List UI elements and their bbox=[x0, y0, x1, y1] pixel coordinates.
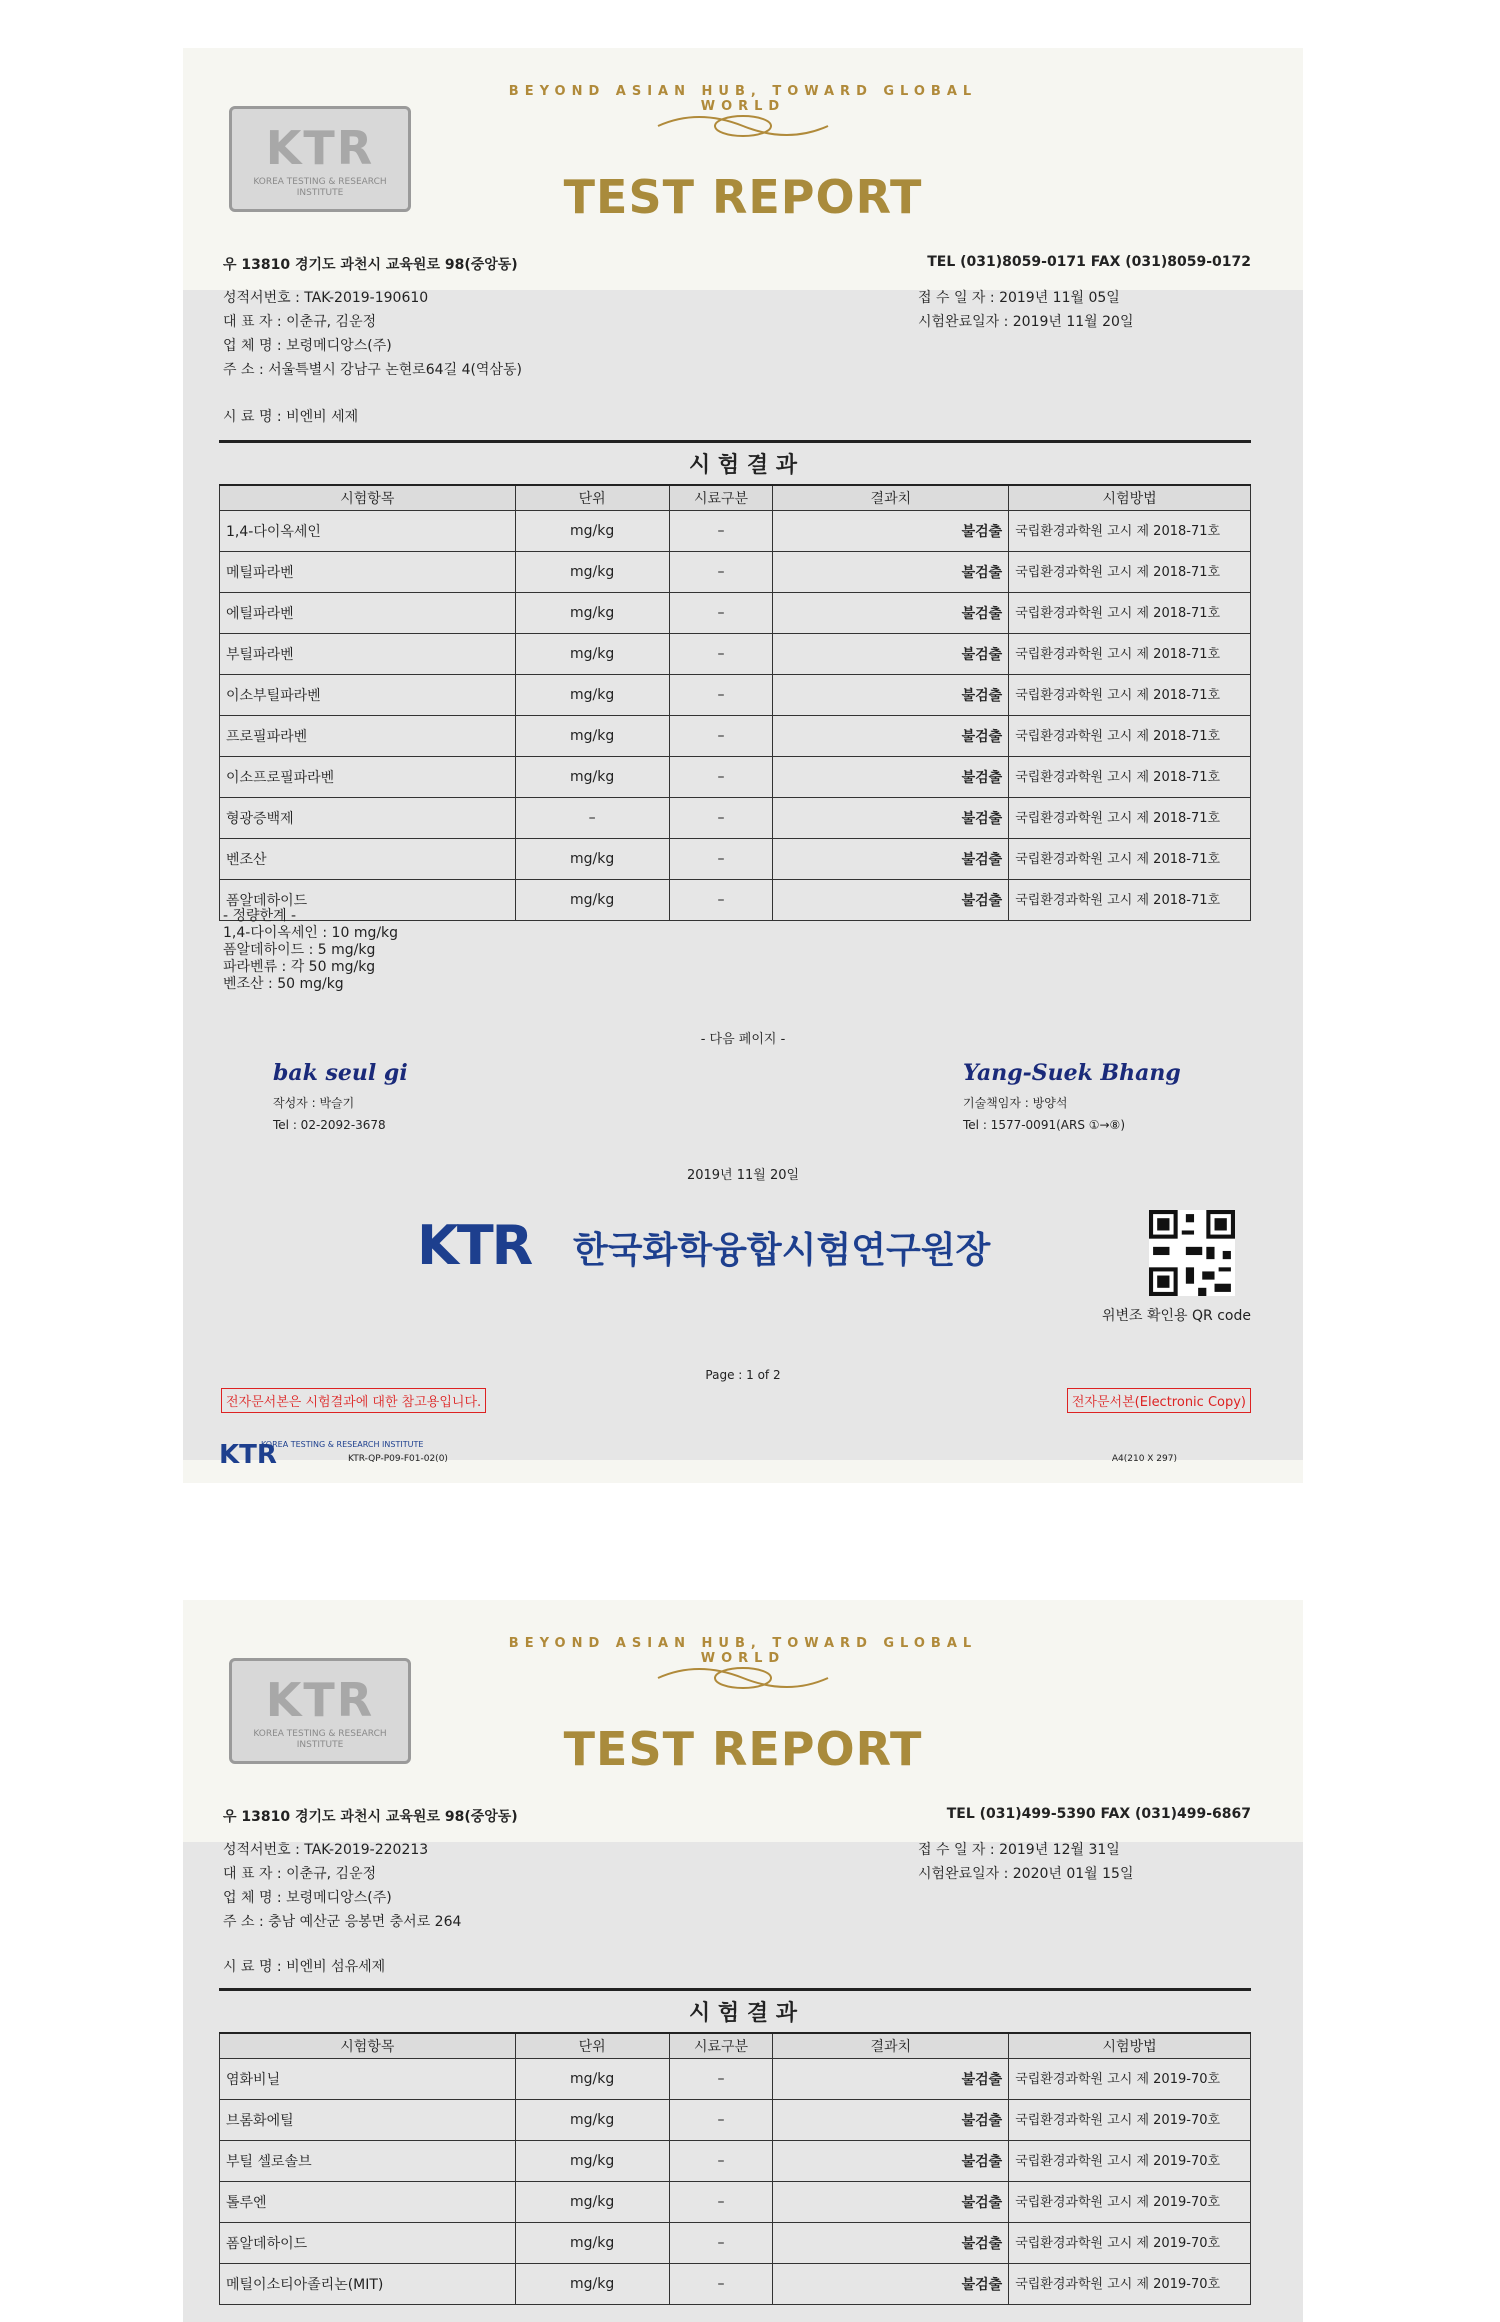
method: 국립환경과학원 고시 제 2018-71호 bbox=[1009, 634, 1251, 675]
table-row bbox=[220, 675, 1251, 716]
method: 국립환경과학원 고시 제 2019-70호 bbox=[1009, 2223, 1251, 2264]
result: 불검출 bbox=[773, 839, 1009, 880]
result: 불검출 bbox=[773, 2141, 1009, 2182]
manager-signature: Yang-Suek Bhang bbox=[963, 1060, 1181, 1086]
electronic-copy-notice: 전자문서본(Electronic Copy) bbox=[1067, 1388, 1251, 1413]
sample-class: – bbox=[669, 634, 773, 675]
result: 불검출 bbox=[773, 511, 1009, 552]
unit: mg/kg bbox=[515, 2182, 669, 2223]
col-header: 시험방법 bbox=[1009, 2033, 1251, 2059]
sample-class: – bbox=[669, 716, 773, 757]
address: 우 13810 경기도 과천시 교육원로 98(중앙동) bbox=[223, 257, 518, 273]
test-item: 폼알데하이드 bbox=[220, 2223, 516, 2264]
completed-date: 시험완료일자 : 2019년 11월 20일 bbox=[918, 314, 1134, 330]
sample-class: – bbox=[669, 2264, 773, 2305]
result: 불검출 bbox=[773, 2100, 1009, 2141]
form-code: KTR-QP-P09-F01-02(0) bbox=[348, 1454, 448, 1464]
table-row bbox=[220, 593, 1251, 634]
test-item: 프로필파라벤 bbox=[220, 716, 516, 757]
test-item: 이소프로필파라벤 bbox=[220, 757, 516, 798]
reference-notice: 전자문서본은 시험결과에 대한 참고용입니다. bbox=[221, 1388, 486, 1413]
table-row bbox=[220, 757, 1251, 798]
col-header: 단위 bbox=[515, 2033, 669, 2059]
method: 국립환경과학원 고시 제 2019-70호 bbox=[1009, 2100, 1251, 2141]
table-row bbox=[220, 2141, 1251, 2182]
table-row bbox=[220, 798, 1251, 839]
issue-date: 2019년 11월 20일 bbox=[686, 1168, 800, 1183]
author-role: 작성자 : 박슬기 bbox=[273, 1096, 355, 1110]
col-header: 시험항목 bbox=[220, 485, 516, 511]
sample-class: – bbox=[669, 757, 773, 798]
results-table bbox=[219, 2032, 1251, 2305]
tel-fax: TEL (031)499-5390 FAX (031)499-6867 bbox=[946, 1806, 1251, 1822]
ornament-icon bbox=[653, 106, 833, 146]
unit: mg/kg bbox=[515, 880, 669, 921]
result: 불검출 bbox=[773, 552, 1009, 593]
quantitation-limits bbox=[223, 908, 398, 993]
ktr-watermark-logo: KTR KOREA TESTING & RESEARCH INSTITUTE bbox=[229, 106, 411, 212]
table-header bbox=[220, 485, 1251, 511]
test-item: 부틸파라벤 bbox=[220, 634, 516, 675]
footer-institute: KOREA TESTING & RESEARCH INSTITUTE bbox=[261, 1440, 424, 1449]
unit: mg/kg bbox=[515, 675, 669, 716]
limit-line: 폼알데하이드 : 5 mg/kg bbox=[223, 942, 376, 958]
slogan: BEYOND ASIAN HUB, TOWARD GLOBAL WORLD bbox=[508, 84, 978, 114]
representative: 대 표 자 : 이춘규, 김운정 bbox=[223, 314, 377, 330]
representative: 대 표 자 : 이춘규, 김운정 bbox=[223, 1866, 377, 1882]
col-header: 결과치 bbox=[773, 2033, 1009, 2059]
sample-class: – bbox=[669, 675, 773, 716]
test-item: 벤조산 bbox=[220, 839, 516, 880]
sample-name: 시 료 명 : 비엔비 세제 bbox=[223, 409, 359, 425]
address: 우 13810 경기도 과천시 교육원로 98(중앙동) bbox=[223, 1809, 518, 1825]
method: 국립환경과학원 고시 제 2019-70호 bbox=[1009, 2182, 1251, 2223]
received-date: 접 수 일 자 : 2019년 11월 05일 bbox=[918, 290, 1120, 306]
institute-name: 한국화학융합시험연구원장 bbox=[573, 1230, 991, 1271]
method: 국립환경과학원 고시 제 2018-71호 bbox=[1009, 593, 1251, 634]
qr-label: 위변조 확인용 QR code bbox=[1101, 1308, 1251, 1324]
unit: mg/kg bbox=[515, 634, 669, 675]
completed-date: 시험완료일자 : 2020년 01월 15일 bbox=[918, 1866, 1134, 1882]
footer-logo: KTR bbox=[219, 1440, 277, 1470]
unit: mg/kg bbox=[515, 2264, 669, 2305]
table-header bbox=[220, 2033, 1251, 2059]
table-row bbox=[220, 716, 1251, 757]
method: 국립환경과학원 고시 제 2018-71호 bbox=[1009, 716, 1251, 757]
result: 불검출 bbox=[773, 2182, 1009, 2223]
author-tel: Tel : 02-2092-3678 bbox=[273, 1118, 386, 1132]
company-address: 주 소 : 충남 예산군 응봉면 충서로 264 bbox=[223, 1914, 462, 1930]
method: 국립환경과학원 고시 제 2018-71호 bbox=[1009, 880, 1251, 921]
table-row bbox=[220, 634, 1251, 675]
report-page-1 bbox=[183, 48, 1303, 1483]
page-number: Page : 1 of 2 bbox=[705, 1368, 781, 1382]
manager-tel: Tel : 1577-0091(ARS ①→⑧) bbox=[963, 1118, 1125, 1132]
method: 국립환경과학원 고시 제 2018-71호 bbox=[1009, 757, 1251, 798]
info-left bbox=[223, 1838, 461, 1934]
table-row bbox=[220, 2100, 1251, 2141]
unit: mg/kg bbox=[515, 757, 669, 798]
test-item: 이소부틸파라벤 bbox=[220, 675, 516, 716]
info-right bbox=[918, 1838, 1134, 1886]
result: 불검출 bbox=[773, 675, 1009, 716]
section-title: 시 험 결 과 bbox=[689, 2001, 797, 2026]
unit: mg/kg bbox=[515, 2100, 669, 2141]
sample-class: – bbox=[669, 511, 773, 552]
unit: mg/kg bbox=[515, 839, 669, 880]
sample-name: 시 료 명 : 비엔비 섬유세제 bbox=[223, 1959, 386, 1975]
divider bbox=[219, 440, 1251, 443]
slogan: BEYOND ASIAN HUB, TOWARD GLOBAL WORLD bbox=[508, 1636, 978, 1666]
unit: mg/kg bbox=[515, 2141, 669, 2182]
method: 국립환경과학원 고시 제 2018-71호 bbox=[1009, 675, 1251, 716]
report-title: TEST REPORT bbox=[563, 1722, 923, 1776]
ktr-watermark-logo: KTR KOREA TESTING & RESEARCH INSTITUTE bbox=[229, 1658, 411, 1764]
author-signature: bak seul gi bbox=[273, 1060, 408, 1086]
company: 업 체 명 : 보령메디앙스(주) bbox=[223, 1890, 392, 1906]
sample-class: – bbox=[669, 839, 773, 880]
col-header: 단위 bbox=[515, 485, 669, 511]
test-item: 브롬화에틸 bbox=[220, 2100, 516, 2141]
method: 국립환경과학원 고시 제 2018-71호 bbox=[1009, 552, 1251, 593]
result: 불검출 bbox=[773, 2059, 1009, 2100]
result: 불검출 bbox=[773, 798, 1009, 839]
divider bbox=[219, 1988, 1251, 1991]
method: 국립환경과학원 고시 제 2018-71호 bbox=[1009, 839, 1251, 880]
sample-class: – bbox=[669, 593, 773, 634]
result: 불검출 bbox=[773, 2264, 1009, 2305]
limits-heading: - 정량한계 - bbox=[223, 908, 297, 924]
table-row bbox=[220, 511, 1251, 552]
table-row bbox=[220, 2182, 1251, 2223]
info-right bbox=[918, 286, 1134, 334]
col-header: 시료구분 bbox=[669, 485, 773, 511]
unit: mg/kg bbox=[515, 511, 669, 552]
result: 불검출 bbox=[773, 757, 1009, 798]
ornament-icon bbox=[653, 1658, 833, 1698]
sample-class: – bbox=[669, 2059, 773, 2100]
qr-code-icon[interactable] bbox=[1149, 1210, 1235, 1296]
paper-size: A4(210 X 297) bbox=[1111, 1454, 1177, 1464]
report-title: TEST REPORT bbox=[563, 170, 923, 224]
limit-line: 1,4-다이옥세인 : 10 mg/kg bbox=[223, 925, 399, 941]
manager-role: 기술책임자 : 방양석 bbox=[963, 1096, 1068, 1110]
table-row bbox=[220, 2223, 1251, 2264]
report-number: 성적서번호 : TAK-2019-190610 bbox=[223, 290, 429, 306]
sample-class: – bbox=[669, 2100, 773, 2141]
test-item: 부틸 셀로솔브 bbox=[220, 2141, 516, 2182]
col-header: 시험항목 bbox=[220, 2033, 516, 2059]
limit-line: 벤조산 : 50 mg/kg bbox=[223, 976, 344, 992]
sample-class: – bbox=[669, 2223, 773, 2264]
limit-line: 파라벤류 : 각 50 mg/kg bbox=[223, 959, 376, 975]
sample-class: – bbox=[669, 2141, 773, 2182]
col-header: 시험방법 bbox=[1009, 485, 1251, 511]
company: 업 체 명 : 보령메디앙스(주) bbox=[223, 338, 392, 354]
test-item: 폼알데하이드 bbox=[220, 880, 516, 921]
unit: mg/kg bbox=[515, 716, 669, 757]
method: 국립환경과학원 고시 제 2019-70호 bbox=[1009, 2264, 1251, 2305]
results-table bbox=[219, 484, 1251, 921]
sample-class: – bbox=[669, 798, 773, 839]
info-left bbox=[223, 286, 522, 382]
col-header: 결과치 bbox=[773, 485, 1009, 511]
method: 국립환경과학원 고시 제 2018-71호 bbox=[1009, 511, 1251, 552]
report-page-2 bbox=[183, 1600, 1303, 2322]
report-number: 성적서번호 : TAK-2019-220213 bbox=[223, 1842, 429, 1858]
result: 불검출 bbox=[773, 716, 1009, 757]
result: 불검출 bbox=[773, 634, 1009, 675]
result: 불검출 bbox=[773, 880, 1009, 921]
unit: mg/kg bbox=[515, 2059, 669, 2100]
unit: mg/kg bbox=[515, 2223, 669, 2264]
test-item: 에틸파라벤 bbox=[220, 593, 516, 634]
tel-fax: TEL (031)8059-0171 FAX (031)8059-0172 bbox=[927, 254, 1251, 270]
next-page-note: - 다음 페이지 - bbox=[700, 1032, 786, 1047]
table-row bbox=[220, 2264, 1251, 2305]
sample-class: – bbox=[669, 2182, 773, 2223]
ktr-logo: KTR bbox=[417, 1214, 532, 1277]
author-block bbox=[273, 1092, 386, 1136]
method: 국립환경과학원 고시 제 2018-71호 bbox=[1009, 798, 1251, 839]
manager-block bbox=[963, 1092, 1125, 1136]
test-item: 메틸파라벤 bbox=[220, 552, 516, 593]
table-row bbox=[220, 2059, 1251, 2100]
table-row bbox=[220, 839, 1251, 880]
unit: mg/kg bbox=[515, 552, 669, 593]
unit: mg/kg bbox=[515, 593, 669, 634]
test-item: 1,4-다이옥세인 bbox=[220, 511, 516, 552]
table-row bbox=[220, 552, 1251, 593]
col-header: 시료구분 bbox=[669, 2033, 773, 2059]
unit: – bbox=[515, 798, 669, 839]
test-item: 톨루엔 bbox=[220, 2182, 516, 2223]
received-date: 접 수 일 자 : 2019년 12월 31일 bbox=[918, 1842, 1120, 1858]
method: 국립환경과학원 고시 제 2019-70호 bbox=[1009, 2141, 1251, 2182]
section-title: 시 험 결 과 bbox=[689, 453, 797, 478]
test-item: 염화비닐 bbox=[220, 2059, 516, 2100]
sample-class: – bbox=[669, 552, 773, 593]
result: 불검출 bbox=[773, 593, 1009, 634]
test-item: 형광증백제 bbox=[220, 798, 516, 839]
method: 국립환경과학원 고시 제 2019-70호 bbox=[1009, 2059, 1251, 2100]
test-item: 메틸이소티아졸리논(MIT) bbox=[220, 2264, 516, 2305]
company-address: 주 소 : 서울특별시 강남구 논현로64길 4(역삼동) bbox=[223, 362, 522, 378]
sample-class: – bbox=[669, 880, 773, 921]
result: 불검출 bbox=[773, 2223, 1009, 2264]
